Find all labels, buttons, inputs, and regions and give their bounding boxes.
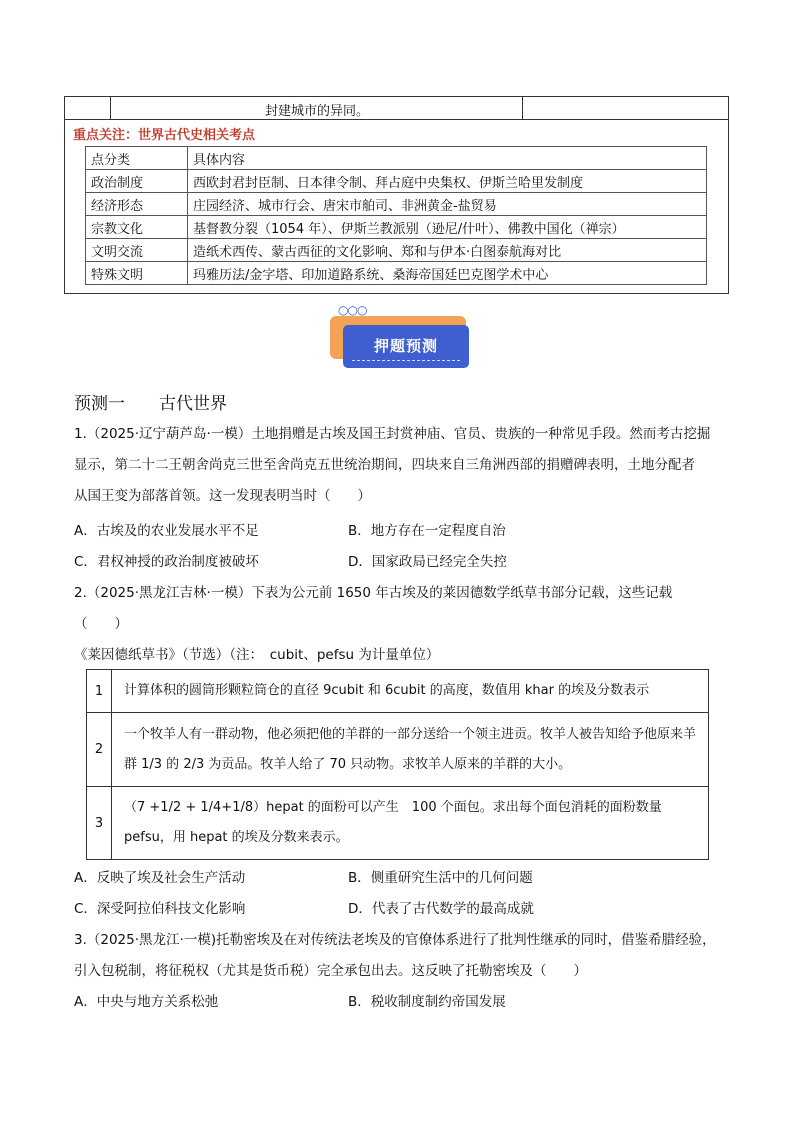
option-b: B．税收制度制约帝国发展 <box>348 994 506 1010</box>
table-row <box>87 670 709 713</box>
table-caption: 《莱因德纸草书》（节选）（注： cubit、pefsu 为计量单位） <box>74 647 440 663</box>
option-a: A．古埃及的农业发展水平不足 <box>74 523 259 539</box>
focus-title: 重点关注：世界古代史相关考点 <box>73 128 256 143</box>
option-d: D．国家政局已经完全失控 <box>348 554 507 570</box>
option-a: A．反映了埃及社会生产活动 <box>74 870 246 886</box>
row-text: 封建城市的异同。 <box>265 104 370 119</box>
option-d: D．代表了古代数学的最高成就 <box>348 901 534 917</box>
question-1-line: 显示，第二十二王朝舍尚克三世至舍尚克五世统治期间，四块来自三角洲西部的捐赠碑表明，土地分配者 <box>74 457 695 473</box>
category-cell: 经济形态 <box>86 193 188 216</box>
knowledge-frame <box>64 96 729 294</box>
content-cell: 玛雅历法/金字塔、印加道路系统、桑海帝国廷巴克图学术中心 <box>188 262 707 285</box>
category-cell: 宗教文化 <box>86 216 188 239</box>
question-3-line: 引入包税制，将征税权（尤其是货币税）完全承包出去。这反映了托勒密埃及（ ） <box>74 963 587 979</box>
question-2-line: 2.（2025·黑龙江吉林·一模）下表为公元前 1650 年古埃及的莱因德数学纸草书部分记载，这些记载 <box>74 585 673 601</box>
content-cell: 基督教分裂（1054 年）、伊斯兰教派别（逊尼/什叶）、佛教中国化（禅宗） <box>188 216 707 239</box>
papyrus-table <box>86 669 709 860</box>
table-row <box>86 147 707 170</box>
option-a: A．中央与地方关系松弛 <box>74 994 219 1010</box>
question-1-line: 1.（2025·辽宁葫芦岛·一模）土地捐赠是古埃及国王封赏神庙、官员、贵族的一种常见手段。然而考古挖掘 <box>74 426 711 442</box>
text-cell <box>111 97 523 119</box>
option-c: C．君权神授的政治制度被破坏 <box>74 554 259 570</box>
category-cell: 点分类 <box>86 147 188 170</box>
row-number: 2 <box>87 713 112 787</box>
table-row <box>87 713 709 787</box>
binder-rings-icon: ○○○ <box>338 303 367 317</box>
category-cell: 政治制度 <box>86 170 188 193</box>
category-cell: 特殊文明 <box>86 262 188 285</box>
table-row <box>87 787 709 860</box>
option-b: B．地方存在一定程度自治 <box>348 523 506 539</box>
continuation-row <box>65 97 728 120</box>
table-row <box>86 170 707 193</box>
option-b: B．侧重研究生活中的几何问题 <box>348 870 533 886</box>
row-number: 1 <box>87 670 112 713</box>
question-3-line: 3.（2025·黑龙江·一模)托勒密埃及在对传统法老埃及的官僚体系进行了批判性继承的同时，借鉴希腊经验， <box>74 932 716 948</box>
question-1-line: 从国王变为部落首领。这一发现表明当时（ ） <box>74 488 371 504</box>
focus-table <box>85 146 707 285</box>
content-cell: 造纸术西传、蒙古西征的文化影响、郑和与伊本·白图泰航海对比 <box>188 239 707 262</box>
content-cell: 西欧封君封臣制、日本律令制、拜占庭中央集权、伊斯兰哈里发制度 <box>188 170 707 193</box>
question-2-line: （ ） <box>74 616 128 632</box>
table-row <box>86 262 707 285</box>
table-row <box>86 216 707 239</box>
row-text: 计算体积的圆筒形颗粒筒仓的直径 9cubit 和 6cubit 的高度，数值用 khar 的埃及分数表示 <box>112 670 709 713</box>
empty-cell <box>65 97 111 119</box>
content-cell: 具体内容 <box>188 147 707 170</box>
row-text: （7 +1/2 + 1/4+1/8）hepat 的面粉可以产生 100 个面包。求出每个面包消耗的面粉数量 pefsu，用 hepat 的埃及分数来表示。 <box>112 787 709 860</box>
option-c: C．深受阿拉伯科技文化影响 <box>74 901 246 917</box>
category-cell: 文明交流 <box>86 239 188 262</box>
table-row <box>86 239 707 262</box>
badge-title: 押题预测 <box>373 337 438 355</box>
row-text: 一个牧羊人有一群动物，他必须把他的羊群的一部分送给一个领主进贡。牧羊人被告知给予他原来羊群 1/3 的 2/3 为贡品。牧羊人给了 70 只动物。求牧羊人原来的羊群的大小。 <box>112 713 709 787</box>
section-title: 预测一 古代世界 <box>74 394 227 414</box>
row-number: 3 <box>87 787 112 860</box>
badge-divider <box>352 360 460 361</box>
table-row <box>86 193 707 216</box>
content-cell: 庄园经济、城市行会、唐宋市舶司、非洲黄金-盐贸易 <box>188 193 707 216</box>
